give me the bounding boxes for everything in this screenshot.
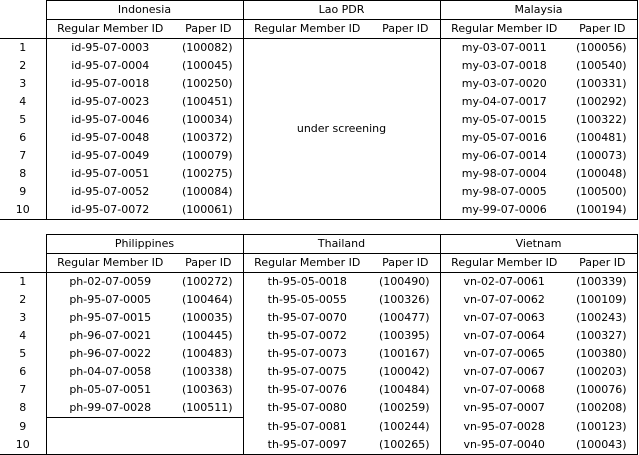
member-id-cell: id-95-07-0003 xyxy=(46,39,174,58)
member-id-cell: ph-02-07-0059 xyxy=(46,273,174,292)
member-id-header: Regular Member ID xyxy=(440,20,568,39)
paper-id-cell: (100076) xyxy=(568,381,637,399)
table-row xyxy=(0,291,637,309)
row-number: 3 xyxy=(19,77,27,90)
member-id-cell: my-05-07-0015 xyxy=(440,111,568,129)
paper-id-header: Paper ID xyxy=(568,20,637,39)
member-id-header: Regular Member ID xyxy=(243,254,371,273)
member-id-header: Regular Member ID xyxy=(46,254,174,273)
member-id-cell: vn-95-07-0028 xyxy=(440,418,568,436)
table-row xyxy=(0,327,637,345)
member-id-cell: ph-96-07-0021 xyxy=(46,327,174,345)
paper-id-cell: (100500) xyxy=(568,183,637,201)
member-id-cell: vn-07-07-0065 xyxy=(440,345,568,363)
member-id-cell: id-95-07-0023 xyxy=(46,93,174,111)
paper-id-cell: (100484) xyxy=(371,381,440,399)
paper-id-cell: (100464) xyxy=(174,291,243,309)
table-row xyxy=(0,418,637,436)
paper-id-cell: (100395) xyxy=(371,327,440,345)
row-number: 7 xyxy=(19,383,27,396)
paper-id-cell: (100372) xyxy=(174,129,243,147)
member-id-cell: my-03-07-0011 xyxy=(440,39,568,58)
member-id-cell: vn-07-07-0068 xyxy=(440,381,568,399)
member-id-header: Regular Member ID xyxy=(46,20,174,39)
table-row xyxy=(0,273,637,292)
member-id-cell: ph-04-07-0058 xyxy=(46,363,174,381)
paper-id-cell: (100477) xyxy=(371,309,440,327)
paper-id-cell: (100338) xyxy=(174,363,243,381)
member-id-cell: ph-95-07-0015 xyxy=(46,309,174,327)
member-id-cell: th-95-07-0073 xyxy=(243,345,371,363)
member-id-header: Regular Member ID xyxy=(243,20,371,39)
member-id-cell: ph-05-07-0051 xyxy=(46,381,174,399)
member-id-header: Regular Member ID xyxy=(440,254,568,273)
member-id-cell: my-98-07-0004 xyxy=(440,165,568,183)
paper-id-cell: (100042) xyxy=(371,363,440,381)
paper-id-cell: (100292) xyxy=(568,93,637,111)
member-id-cell: id-95-07-0052 xyxy=(46,183,174,201)
row-number: 8 xyxy=(19,167,27,180)
paper-id-cell: (100084) xyxy=(174,183,243,201)
column-header-row xyxy=(0,20,637,39)
paper-id-header: Paper ID xyxy=(174,20,243,39)
member-id-cell: my-03-07-0018 xyxy=(440,57,568,75)
paper-id-cell: (100275) xyxy=(174,165,243,183)
member-id-cell: my-06-07-0014 xyxy=(440,147,568,165)
row-number: 8 xyxy=(19,401,27,415)
country-header-row xyxy=(0,1,637,20)
member-id-cell: id-95-07-0072 xyxy=(46,201,174,220)
member-id-cell: id-95-07-0004 xyxy=(46,57,174,75)
table-row xyxy=(0,363,637,381)
member-id-cell: th-95-05-0018 xyxy=(243,273,371,292)
row-number: 1 xyxy=(19,275,27,288)
paper-id-cell: (100082) xyxy=(174,39,243,58)
paper-id-cell: (100079) xyxy=(174,147,243,165)
paper-id-cell: (100048) xyxy=(568,165,637,183)
member-id-cell: th-95-07-0097 xyxy=(243,436,371,455)
member-id-cell: id-95-07-0049 xyxy=(46,147,174,165)
paper-id-cell: (100167) xyxy=(371,345,440,363)
member-id-cell: id-95-07-0051 xyxy=(46,165,174,183)
table-row xyxy=(0,309,637,327)
row-number: 6 xyxy=(19,131,27,144)
member-id-cell: vn-02-07-0061 xyxy=(440,273,568,292)
paper-id-cell: (100331) xyxy=(568,75,637,93)
paper-id-cell: (100483) xyxy=(174,345,243,363)
member-id-cell: vn-95-07-0040 xyxy=(440,436,568,455)
country-header: Indonesia xyxy=(46,1,243,20)
row-number: 5 xyxy=(19,113,27,126)
row-number: 4 xyxy=(19,95,27,108)
member-id-cell: th-95-07-0072 xyxy=(243,327,371,345)
paper-id-cell: (100339) xyxy=(568,273,637,292)
member-id-cell: my-03-07-0020 xyxy=(440,75,568,93)
row-number: 4 xyxy=(19,329,27,342)
member-id-cell: th-95-07-0075 xyxy=(243,363,371,381)
row-number: 10 xyxy=(0,436,46,455)
paper-id-header: Paper ID xyxy=(371,20,440,39)
paper-id-cell: (100061) xyxy=(174,201,243,220)
member-id-cell: vn-07-07-0063 xyxy=(440,309,568,327)
paper-id-cell: (100034) xyxy=(174,111,243,129)
member-id-cell: th-95-07-0076 xyxy=(243,381,371,399)
member-id-cell: th-95-07-0080 xyxy=(243,399,371,418)
paper-id-cell: (100265) xyxy=(371,436,440,455)
paper-id-cell: (100451) xyxy=(174,93,243,111)
member-id-cell: ph-95-07-0005 xyxy=(46,291,174,309)
row-number: 1 xyxy=(19,41,27,54)
table-row xyxy=(0,345,637,363)
empty-cell xyxy=(46,418,243,455)
country-header: Vietnam xyxy=(440,235,637,254)
member-table-2 xyxy=(0,234,638,455)
paper-id-cell: (100243) xyxy=(568,309,637,327)
column-header-row xyxy=(0,254,637,273)
member-id-cell: vn-07-07-0062 xyxy=(440,291,568,309)
member-id-cell: th-95-05-0055 xyxy=(243,291,371,309)
paper-id-cell: (100194) xyxy=(568,201,637,220)
paper-id-cell: (100203) xyxy=(568,363,637,381)
corner-cell xyxy=(0,254,46,273)
paper-id-cell: (100109) xyxy=(568,291,637,309)
paper-id-cell: (100056) xyxy=(568,39,637,58)
member-id-cell: my-04-07-0017 xyxy=(440,93,568,111)
paper-id-cell: (100445) xyxy=(174,327,243,345)
member-id-cell: id-95-07-0048 xyxy=(46,129,174,147)
paper-id-cell: (100035) xyxy=(174,309,243,327)
member-id-cell: vn-07-07-0067 xyxy=(440,363,568,381)
paper-id-cell: (100045) xyxy=(174,57,243,75)
member-id-cell: my-05-07-0016 xyxy=(440,129,568,147)
row-number: 9 xyxy=(19,185,27,198)
paper-id-cell: (100043) xyxy=(568,436,637,455)
paper-id-cell: (100123) xyxy=(568,418,637,436)
paper-id-cell: (100326) xyxy=(371,291,440,309)
paper-id-cell: (100490) xyxy=(371,273,440,292)
corner-cell xyxy=(0,1,46,20)
paper-id-header: Paper ID xyxy=(174,254,243,273)
paper-id-cell: (100073) xyxy=(568,147,637,165)
corner-cell xyxy=(0,20,46,39)
paper-id-cell: (100322) xyxy=(568,111,637,129)
member-id-cell: th-95-07-0070 xyxy=(243,309,371,327)
country-header: Lao PDR xyxy=(243,1,440,20)
paper-id-cell: (100380) xyxy=(568,345,637,363)
paper-id-cell: (100250) xyxy=(174,75,243,93)
paper-id-cell: (100244) xyxy=(371,418,440,436)
row-number: 3 xyxy=(19,311,27,324)
row-number: 2 xyxy=(19,293,27,306)
row-number: 2 xyxy=(19,59,27,72)
row-number: 10 xyxy=(0,201,46,220)
lao-status-cell: under screening xyxy=(243,39,440,220)
paper-id-cell: (100363) xyxy=(174,381,243,399)
row-number: 7 xyxy=(19,149,27,162)
paper-id-header: Paper ID xyxy=(568,254,637,273)
paper-id-cell: (100208) xyxy=(568,399,637,418)
paper-id-cell: (100259) xyxy=(371,399,440,418)
country-header-row xyxy=(0,235,637,254)
member-id-cell: ph-96-07-0022 xyxy=(46,345,174,363)
paper-id-cell: (100481) xyxy=(568,129,637,147)
member-id-cell: vn-95-07-0007 xyxy=(440,399,568,418)
row-number: 9 xyxy=(19,419,27,433)
row-number: 6 xyxy=(19,365,27,378)
member-id-cell: my-98-07-0005 xyxy=(440,183,568,201)
member-id-cell: ph-99-07-0028 xyxy=(46,399,174,418)
country-header: Thailand xyxy=(243,235,440,254)
paper-id-cell: (100540) xyxy=(568,57,637,75)
corner-cell xyxy=(0,235,46,254)
country-header: Philippines xyxy=(46,235,243,254)
member-id-cell: my-99-07-0006 xyxy=(440,201,568,220)
paper-id-cell: (100511) xyxy=(174,399,243,418)
table-row xyxy=(0,399,637,418)
table-row xyxy=(0,381,637,399)
member-id-cell: id-95-07-0046 xyxy=(46,111,174,129)
member-table-1 xyxy=(0,0,638,220)
table-row xyxy=(0,39,637,58)
paper-id-cell: (100272) xyxy=(174,273,243,292)
member-id-cell: id-95-07-0018 xyxy=(46,75,174,93)
row-number: 5 xyxy=(19,347,27,360)
country-header: Malaysia xyxy=(440,1,637,20)
member-id-cell: vn-07-07-0064 xyxy=(440,327,568,345)
paper-id-header: Paper ID xyxy=(371,254,440,273)
paper-id-cell: (100327) xyxy=(568,327,637,345)
member-id-cell: th-95-07-0081 xyxy=(243,418,371,436)
